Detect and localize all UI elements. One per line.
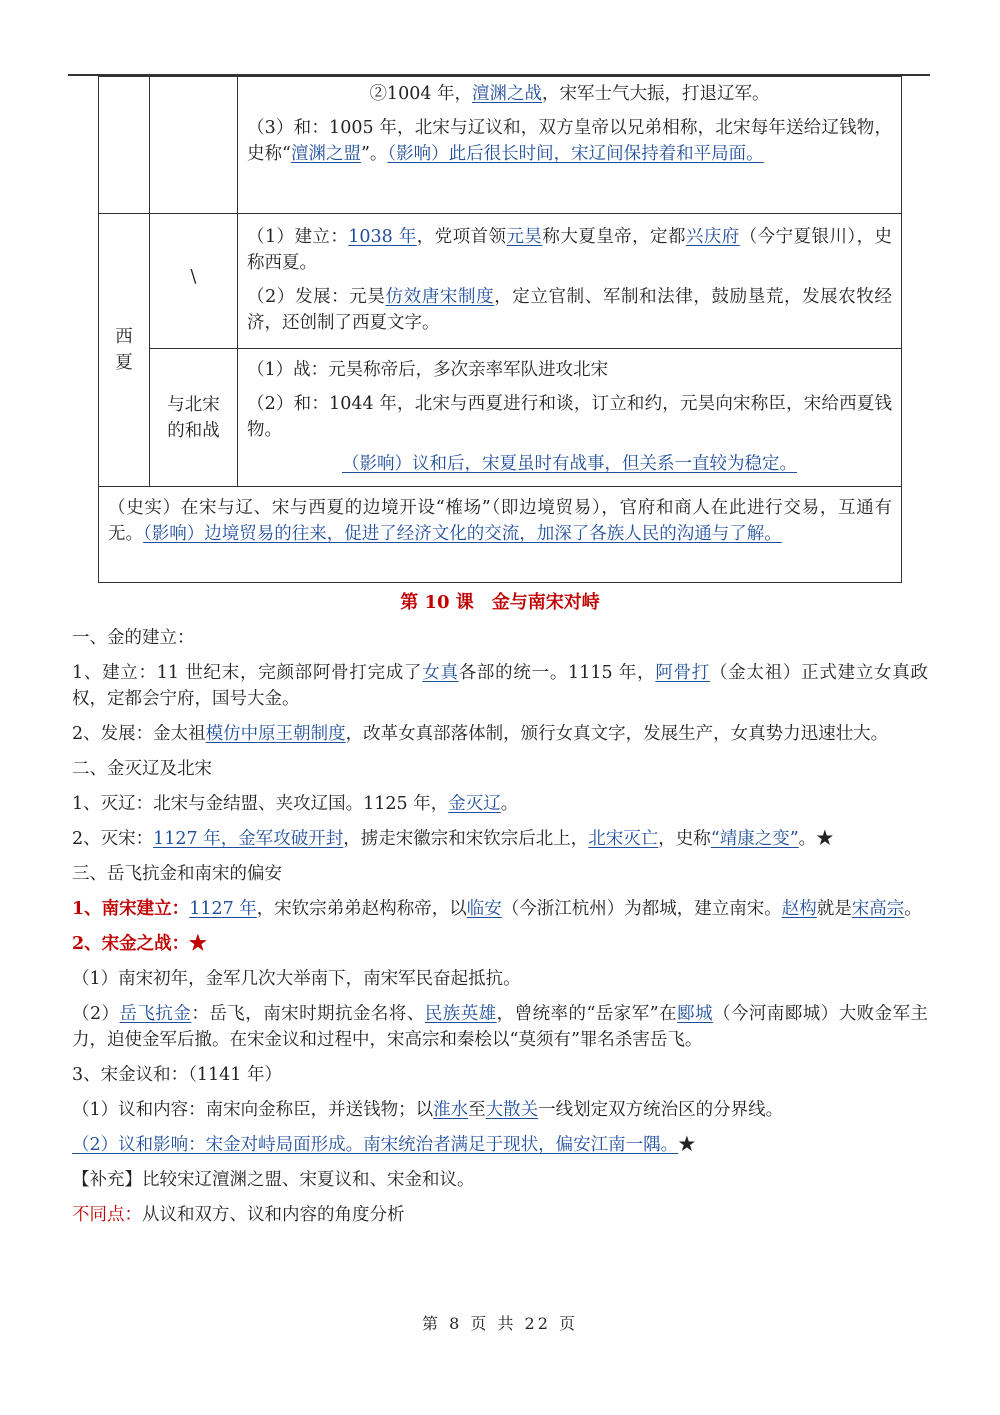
xixia-label: 西夏: [115, 327, 133, 373]
table-paragraph: [247, 357, 892, 383]
key-term: 1038 年: [348, 227, 417, 247]
text-segment: （1）南宋初年，金军几次大举南下，南宋军民奋起抵抗。: [72, 969, 521, 989]
page-number: 第 8 页 共 22 页: [422, 1314, 578, 1333]
table-cell-empty: [99, 77, 150, 214]
table-cell-xixia-founding: [238, 214, 902, 349]
key-term: 大散关: [485, 1100, 539, 1120]
key-term: （影响）边境贸易的往来，促进了经济文化的交流，加深了各族人民的沟通与了解。: [143, 524, 782, 544]
table-paragraph: [247, 284, 892, 336]
paragraph: [72, 1132, 928, 1158]
key-term: 赵构: [781, 899, 817, 919]
paragraph: [72, 931, 928, 957]
table-cell-liao-content: [238, 77, 902, 214]
text-segment: （今浙江杭州）为都城，建立南宋。: [501, 899, 782, 919]
text-segment: 就是: [816, 899, 852, 919]
text-segment: （今河南郾城）大败金军主力，迫使金军后撤。在宋金议和过程中，宋高宗和秦桧以“莫须有”罪名杀害岳飞。: [72, 1004, 929, 1050]
text-segment: 2、发展：金太祖: [72, 724, 206, 744]
text-segment: ，宋钦宗弟弟赵构称帝，以: [256, 899, 467, 919]
paragraph: [72, 826, 928, 852]
key-term: “靖康之变”: [710, 829, 799, 849]
key-term: 民族英雄: [424, 1004, 497, 1024]
lesson-title: 第 10 课 金与南宋对峙: [400, 592, 600, 613]
text-segment: 至: [468, 1100, 486, 1120]
text-segment: ：岳飞，南宋时期抗金名将、: [191, 1004, 425, 1024]
text-segment: ，曾统率的“岳家军”在: [496, 1004, 678, 1024]
table-paragraph: [108, 495, 892, 547]
paragraph: [72, 721, 928, 747]
text-segment: ，史称: [658, 829, 711, 849]
text-segment: （史实）在宋与辽、宋与西夏的边境开设“榷场”（即边境贸易），官府和商人在此进行交易，互通有无。: [108, 498, 892, 544]
paragraph: [72, 861, 928, 887]
table-row: [99, 77, 902, 214]
text-segment: 称大夏皇帝，定都: [542, 227, 686, 247]
paragraph: [72, 896, 928, 922]
text-segment: 从议和双方、议和内容的角度分析: [142, 1205, 405, 1225]
table-cell-war-peace-content: [238, 349, 902, 487]
text-segment: 一、金的建立：: [72, 628, 195, 648]
key-term: 女真: [422, 663, 459, 683]
lesson-body: [72, 590, 928, 1237]
text-segment: 1、建立：11 世纪末，完颜部阿骨打完成了: [72, 663, 423, 683]
key-term: 阿骨打: [655, 663, 711, 683]
key-term: （影响）议和后，宋夏虽时有战事，但关系一直较为稳定。: [342, 454, 797, 474]
paragraph: [72, 791, 928, 817]
war-peace-label: 与北宋的和战: [167, 394, 220, 441]
table-cell-xixia: [99, 214, 150, 487]
text-segment: （1）建立：: [247, 227, 349, 247]
text-segment: （金太祖）正式建立女真政权，定都会宁府，国号大金。: [72, 663, 929, 709]
text-segment: 三、岳飞抗金和南宋的偏安: [72, 864, 282, 884]
key-term: 澶渊之战: [472, 84, 543, 104]
table-paragraph: [247, 451, 892, 477]
key-term: 金灭辽: [448, 794, 501, 814]
text-segment: 一线划定双方统治区的分界线。: [538, 1100, 784, 1120]
table-cell-empty: [150, 77, 238, 214]
text-segment: 1、灭辽：北宋与金结盟、夹攻辽国。1125 年，: [72, 794, 449, 814]
key-term: （2）议和影响：宋金对峙局面形成。南宋统治者满足于现状，偏安江南一隅。: [72, 1135, 679, 1155]
key-term: 1127 年: [189, 899, 257, 919]
text-segment: ”。: [360, 144, 388, 164]
key-term: 模仿中原王朝制度: [205, 724, 346, 744]
key-term: 1127 年，金军攻破开封: [153, 829, 344, 849]
summary-table: [98, 76, 902, 583]
text-segment: ，宋军士气大振，打退辽军。: [542, 84, 770, 104]
key-term: 宋高宗: [851, 899, 905, 919]
paragraph-list: [72, 625, 928, 1228]
key-term: 临安: [466, 899, 502, 919]
text-segment: ，改革女真部落体制，颁行女真文字，发展生产，女真势力迅速壮大。: [345, 724, 889, 744]
paragraph: [72, 1001, 928, 1053]
text-segment: ②1004 年，: [369, 84, 473, 104]
text-segment: 。: [500, 794, 519, 814]
backslash-label: \: [190, 267, 197, 287]
table-row: [99, 214, 902, 349]
text-segment: （2）发展：元昊: [247, 287, 386, 307]
paragraph: [72, 1097, 928, 1123]
table-paragraph: [247, 224, 892, 276]
key-term: 岳飞抗金: [119, 1004, 192, 1024]
text-segment: 2、灭宋：: [72, 829, 154, 849]
key-term: 澶渊之盟: [290, 144, 361, 164]
text-segment: 各部的统一。1115 年，: [458, 663, 656, 683]
key-term: 仿效唐宋制度: [385, 287, 495, 307]
text-segment: 【补充】比较宋辽澶渊之盟、宋夏议和、宋金和议。: [72, 1170, 475, 1190]
highlight-text: 1、南宋建立：: [72, 899, 190, 919]
text-segment: 二、金灭辽及北宋: [72, 759, 212, 779]
table-cell-border-trade: [99, 487, 902, 583]
table-row: [99, 487, 902, 583]
highlight-text: 2、宋金之战：★: [72, 934, 207, 954]
text-segment: ，掳走宋徽宗和宋钦宗后北上，: [343, 829, 589, 849]
paragraph: [72, 1202, 928, 1228]
text-segment: （今宁夏银川），史称西夏。: [247, 227, 893, 273]
paragraph: [72, 625, 928, 651]
key-term: 淮水: [433, 1100, 469, 1120]
text-segment: （1）战：元昊称帝后，多次亲率军队进攻北宋: [247, 360, 609, 380]
text-segment: （1）议和内容：南宋向金称臣，并送钱物；以: [72, 1100, 434, 1120]
text-segment: （2）和：1044 年，北宋与西夏进行和谈，订立和约，元昊向宋称臣，宋给西夏钱物。: [247, 394, 892, 440]
text-segment: 。: [904, 899, 922, 919]
text-segment: （3）和：1005 年，北宋与辽议和，双方皇帝以兄弟相称，北宋每年送给辽钱物，史称“: [247, 118, 892, 164]
paragraph: [72, 660, 928, 712]
text-segment: 3、宋金议和：（1141 年）: [72, 1065, 282, 1085]
table-paragraph: [247, 81, 892, 107]
paragraph: [72, 1062, 928, 1088]
highlight-text: 不同点：: [72, 1205, 142, 1225]
table-row: [99, 349, 902, 487]
table-cell-backslash: [150, 214, 238, 349]
paragraph: [72, 1167, 928, 1193]
table-cell-war-peace: [150, 349, 238, 487]
text-segment: （2）: [72, 1004, 120, 1024]
text-segment: ，定立官制、军制和法律，鼓励垦荒，发展农牧经济，还创制了西夏文字。: [247, 287, 893, 333]
key-term: （影响）此后很长时间，宋辽间保持着和平局面。: [387, 144, 764, 164]
key-term: 兴庆府: [685, 227, 740, 247]
paragraph: [72, 756, 928, 782]
text-segment: 。★: [798, 829, 834, 849]
table-paragraph: [247, 391, 892, 443]
key-term: 元昊: [506, 227, 543, 247]
paragraph: [72, 966, 928, 992]
key-term: 郾城: [677, 1004, 714, 1024]
key-term: 北宋灭亡: [588, 829, 659, 849]
text-segment: ★: [678, 1135, 696, 1155]
table-paragraph: [247, 115, 892, 167]
text-segment: ，党项首领: [416, 227, 507, 247]
